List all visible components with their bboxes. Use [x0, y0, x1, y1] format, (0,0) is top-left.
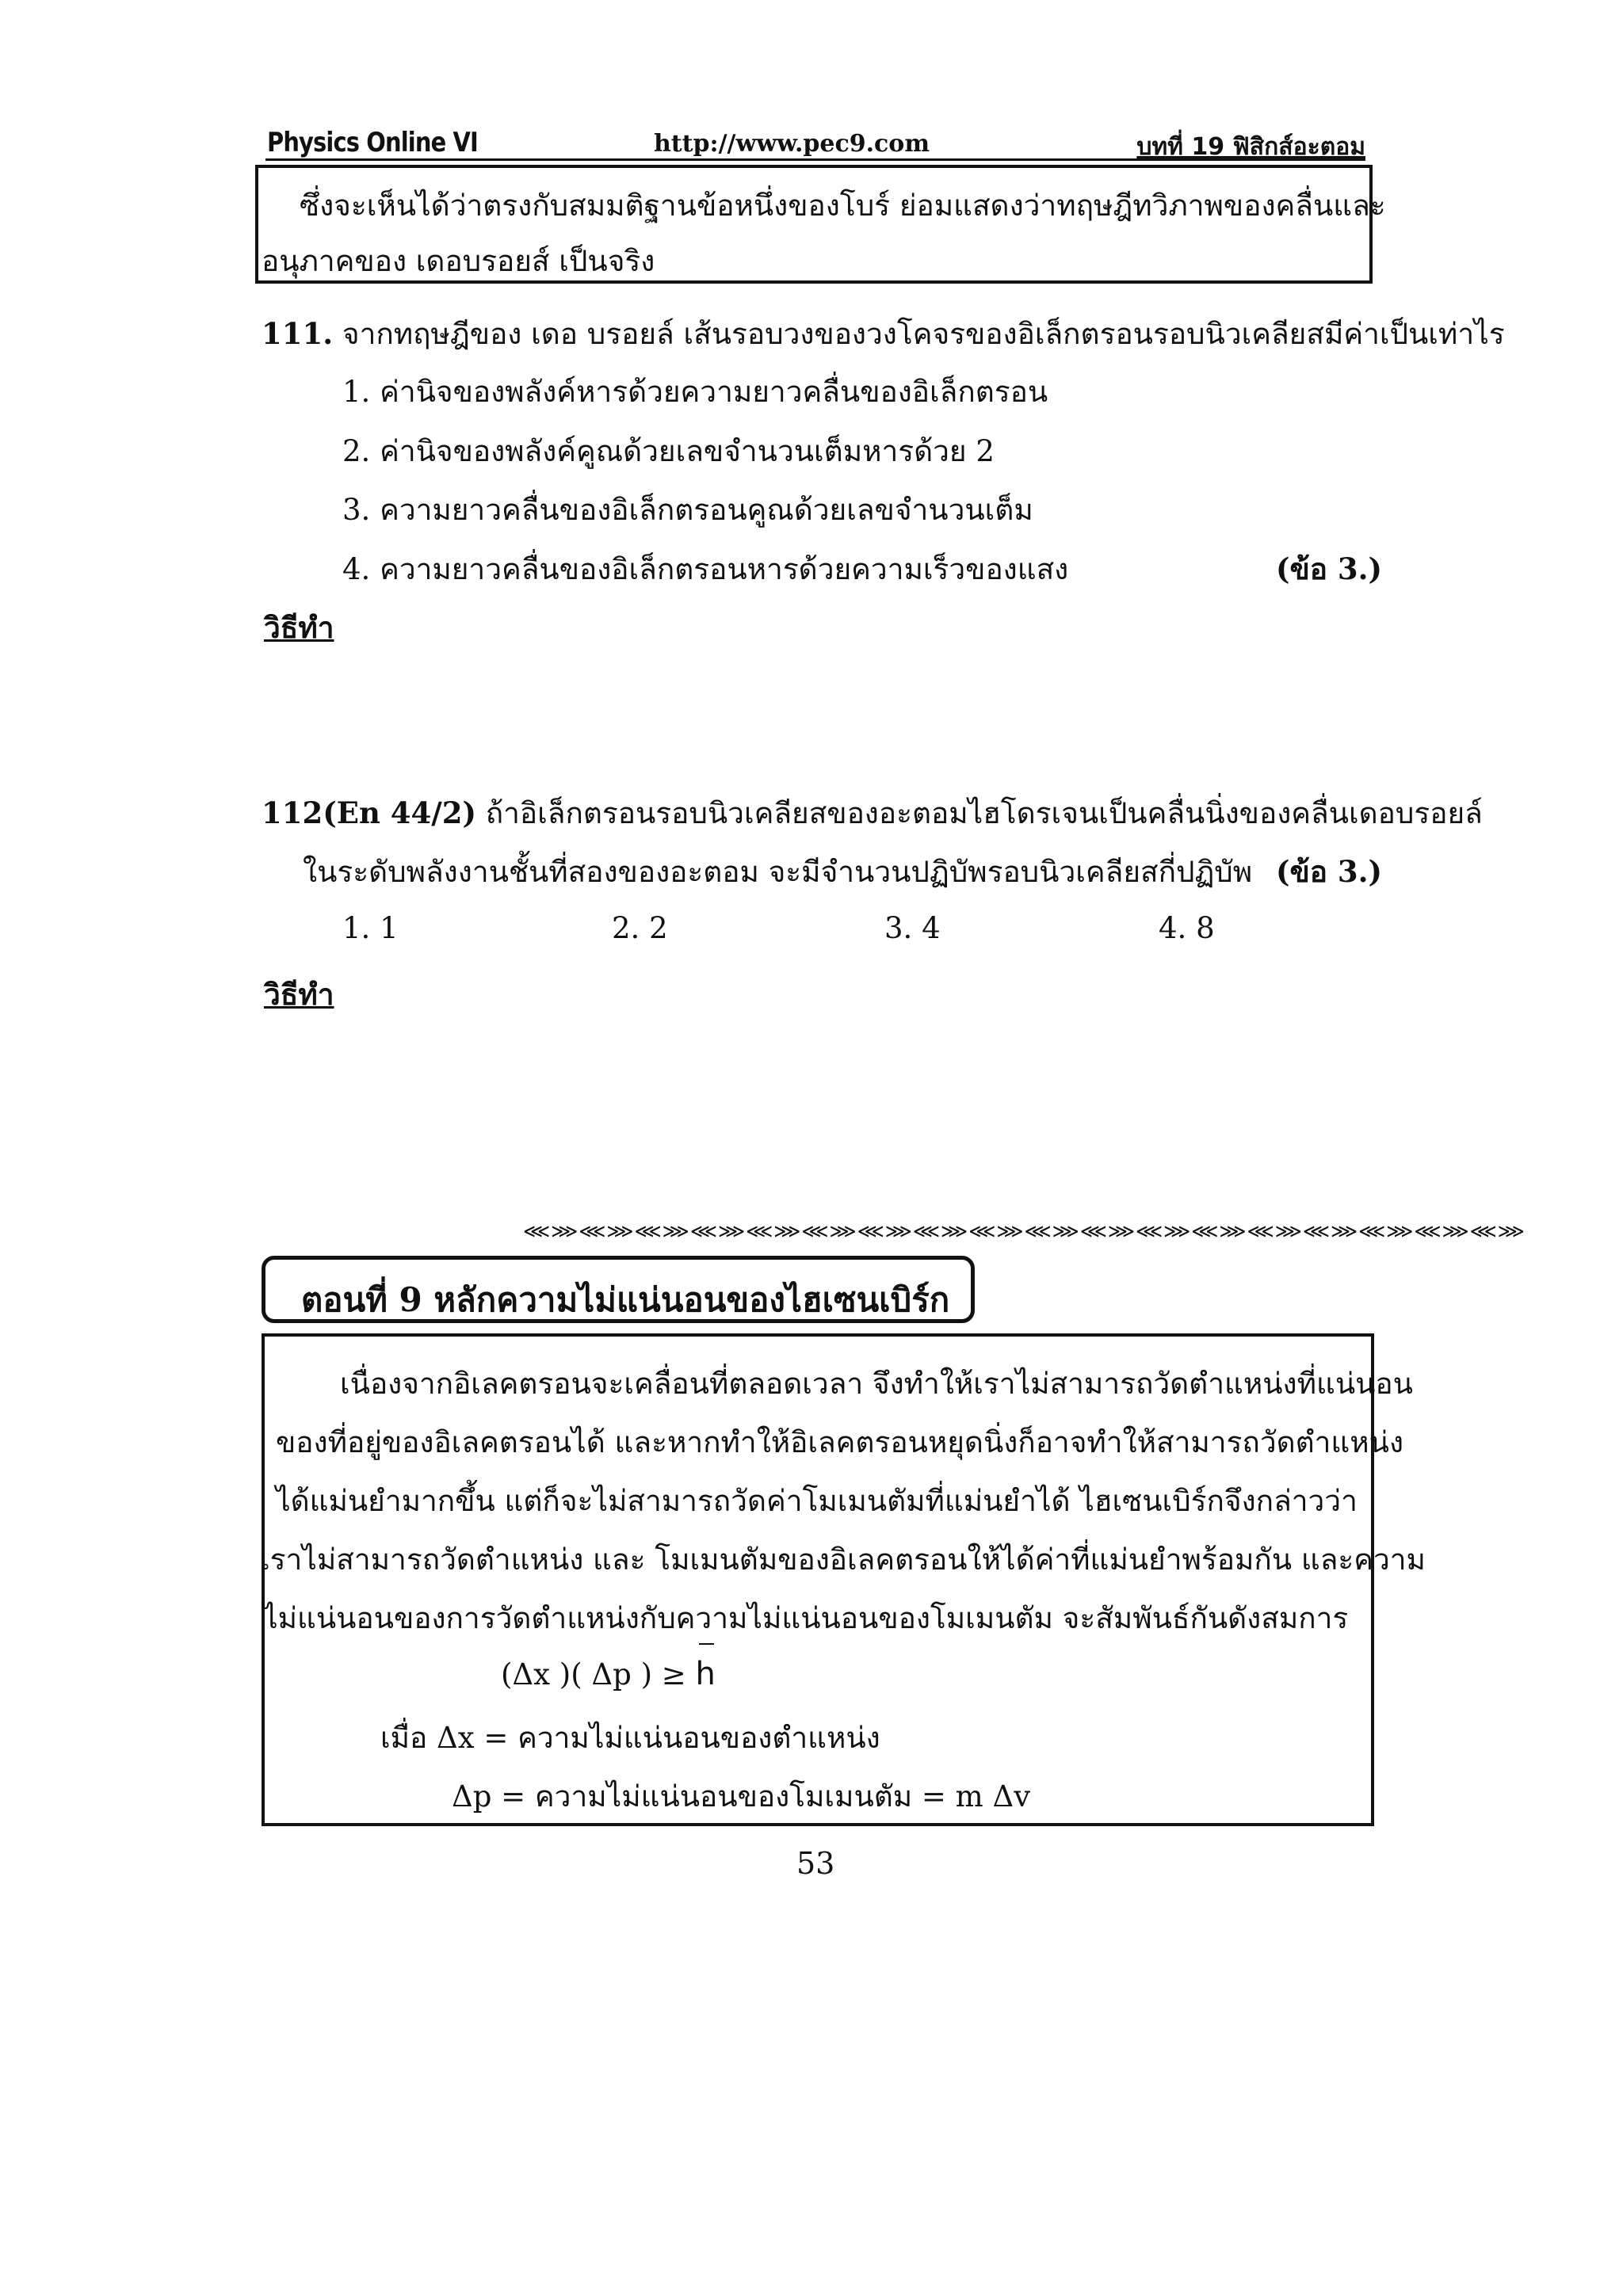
q112-option-1: 1. 1 — [342, 911, 399, 945]
conclusion-box — [255, 165, 1386, 284]
body-line-4: เราไม่สามารถวัดตำแหน่ง และ โมเมนตัมของอิเลคตรอนให้ได้ค่าที่แม่นยำพร้อมกัน และความ — [260, 1543, 1426, 1577]
hbar-symbol: h — [695, 1656, 716, 1692]
equation-lhs: (Δx )( Δp ) ≥ — [501, 1657, 686, 1691]
conclusion-line-1: ซึ่งจะเห็นได้ว่าตรงกับสมมติฐานข้อหนึ่งของโบร์ ย่อมแสดงว่าทฤษฎีทวิภาพของคลื่นและ — [300, 189, 1386, 223]
definition-delta-p: Δp = ความไม่แน่นอนของโมเมนตัม = m Δv — [452, 1779, 1031, 1814]
definition-delta-x: เมื่อ Δx = ความไม่แน่นอนของตำแหน่ง — [380, 1721, 880, 1755]
q111-option-4: 4. ความยาวคลื่นของอิเล็กตรอนหารด้วยความเร็วของแสง — [342, 552, 1069, 586]
body-line-5: ไม่แน่นอนของการวัดตำแหน่งกับความไม่แน่นอนของโมเมนตัม จะสัมพันธ์กันดังสมการ — [263, 1601, 1349, 1635]
uncertainty-equation — [501, 1656, 716, 1692]
question-112 — [262, 790, 1483, 837]
header-chapter: บทที่ 19 ฟิสิกส์อะตอม — [1136, 133, 1365, 161]
q111-answer: (ข้อ 3.) — [1276, 551, 1383, 586]
q111-option-3: 3. ความยาวคลื่นของอิเล็กตรอนคูณด้วยเลขจำนวนเต็ม — [342, 493, 1033, 527]
question-111 — [262, 311, 1505, 357]
question-number: 112(En 44/2) — [262, 795, 476, 830]
body-line-3: ได้แม่นยำมากขึ้น แต่ก็จะไม่สามารถวัดค่าโมเมนตัมที่แม่นยำได้ ไฮเซนเบิร์กจึงกล่าวว่า — [276, 1484, 1358, 1518]
heisenberg-box — [260, 1333, 1426, 1826]
page-header — [265, 127, 1365, 161]
section-title-box — [262, 1256, 975, 1323]
page-number: 53 — [796, 1846, 835, 1881]
q111-method-label: วิธีทำ — [264, 610, 334, 645]
q111-option-2: 2. ค่านิจของพลังค์คูณด้วยเลขจำนวนเต็มหารด้วย 2 — [342, 434, 995, 468]
q112-option-2: 2. 2 — [612, 911, 668, 945]
q112-line-2: ในระดับพลังงานชั้นที่สองของอะตอม จะมีจำนวนปฏิบัพรอบนิวเคลียสกี่ปฏิบัพ — [303, 855, 1253, 889]
header-title: Physics Online VI — [267, 127, 478, 158]
q112-option-3: 3. 4 — [884, 911, 941, 945]
question-number: 111. — [262, 316, 334, 351]
question-text: ถ้าอิเล็กตรอนรอบนิวเคลียสของอะตอมไฮโดรเจนเป็นคลื่นนิ่งของคลื่นเดอบรอยล์ — [485, 796, 1483, 830]
q112-method-label: วิธีทำ — [264, 977, 334, 1012]
body-line-1: เนื่องจากอิเลคตรอนจะเคลื่อนที่ตลอดเวลา จึงทำให้เราไม่สามารถวัดตำแหน่งที่แน่นอน — [340, 1367, 1413, 1401]
section-title: ตอนที่ 9 หลักความไม่แน่นอนของไฮเซนเบิร์ก — [301, 1280, 950, 1319]
q111-option-1: 1. ค่านิจของพลังค์หารด้วยความยาวคลื่นของอิเล็กตรอน — [342, 375, 1048, 409]
body-line-2: ของที่อยู่ของอิเลคตรอนได้ และหากทำให้อิเลคตรอนหยุดนิ่งก็อาจทำให้สามารถวัดตำแหน่ง — [276, 1425, 1404, 1459]
q112-answer: (ข้อ 3.) — [1276, 854, 1383, 889]
question-text: จากทฤษฎีของ เดอ บรอยล์ เส้นรอบวงของวงโคจรของอิเล็กตรอนรอบนิวเคลียสมีค่าเป็นเท่าไร — [342, 317, 1505, 351]
q112-option-4: 4. 8 — [1159, 911, 1215, 945]
conclusion-line-2: อนุภาคของ เดอบรอยส์ เป็นจริง — [262, 244, 655, 278]
header-url[interactable]: http://www.pec9.com — [654, 130, 930, 158]
ornament-divider: ⋘⋙⋘⋙⋘⋙⋘⋙⋘⋙⋘⋙⋘⋙⋘⋙⋘⋙⋘⋙⋘⋙⋘⋙⋘⋙⋘⋙⋘⋙⋘⋙⋘⋙⋘⋙ — [523, 1220, 1526, 1242]
